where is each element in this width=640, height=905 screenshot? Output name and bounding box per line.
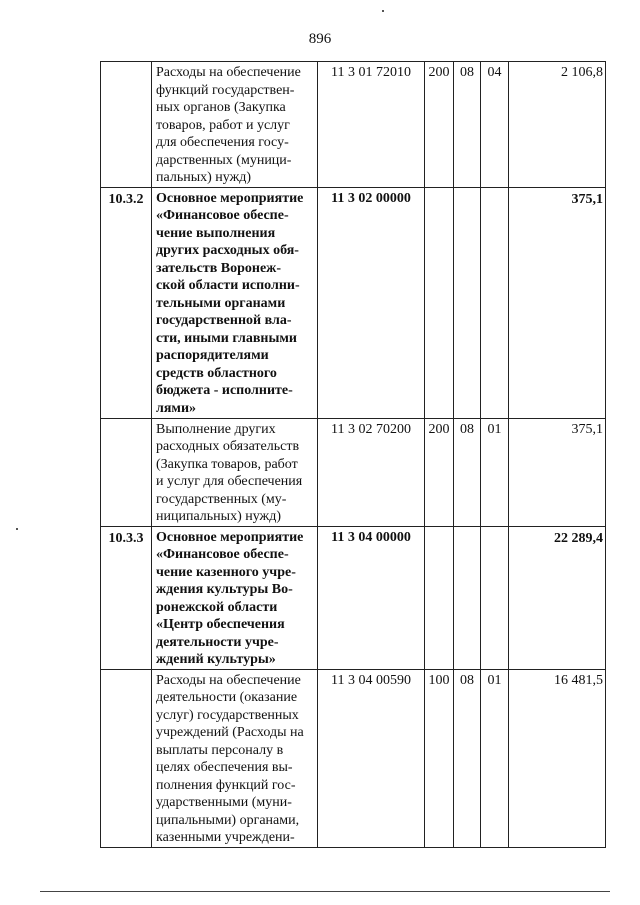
item-number-cell <box>101 62 152 188</box>
item-number-cell <box>101 669 152 847</box>
section-code-cell: 08 <box>454 418 481 526</box>
item-name-cell: Расходы на обеспечение деятельности (оказание услуг) государственных учреждений (Расходы на выплаты персоналу в целях обеспечения вы- полнения функций гос- ударственными (муни- ципальными) органами, казенными учреждени- <box>152 669 318 847</box>
amount-cell: 22 289,4 <box>509 526 606 669</box>
item-name-cell: Выполнение других расходных обязательств (Закупка товаров, работ и услуг для обеспечения государственных (му- ниципальных) нужд) <box>152 418 318 526</box>
subsection-code-cell: 04 <box>481 62 509 188</box>
item-name-cell: Основное мероприятие «Финансовое обеспе- чение выполнения других расходных обя- зательств Воронеж- ской области исполни- тельными органами государственной вла- сти, иными главными распорядителями средств областного бюджета - исполните- лями» <box>152 187 318 418</box>
target-code-cell: 11 3 02 00000 <box>318 187 425 418</box>
amount-cell: 16 481,5 <box>509 669 606 847</box>
expense-type-cell: 200 <box>425 418 454 526</box>
subsection-code-cell <box>481 187 509 418</box>
scan-speck <box>382 10 384 12</box>
target-code-cell: 11 3 04 00000 <box>318 526 425 669</box>
subsection-code-cell <box>481 526 509 669</box>
expense-type-cell: 200 <box>425 62 454 188</box>
page-bottom-rule <box>40 891 610 892</box>
amount-cell: 2 106,8 <box>509 62 606 188</box>
target-code-cell: 11 3 02 70200 <box>318 418 425 526</box>
table-row <box>101 418 606 526</box>
section-code-cell <box>454 187 481 418</box>
scan-speck <box>16 528 18 530</box>
budget-table <box>100 61 606 848</box>
expense-type-cell <box>425 526 454 669</box>
section-code-cell: 08 <box>454 669 481 847</box>
subsection-code-cell: 01 <box>481 418 509 526</box>
expense-type-cell <box>425 187 454 418</box>
item-name-cell: Основное мероприятие «Финансовое обеспе- чение казенного учре- ждения культуры Во- ронежской области «Центр обеспечения деятельности учре- ждений культуры» <box>152 526 318 669</box>
subsection-code-cell: 01 <box>481 669 509 847</box>
expense-type-cell: 100 <box>425 669 454 847</box>
target-code-cell: 11 3 01 72010 <box>318 62 425 188</box>
target-code-cell: 11 3 04 00590 <box>318 669 425 847</box>
section-code-cell: 08 <box>454 62 481 188</box>
table-row <box>101 669 606 847</box>
amount-cell: 375,1 <box>509 187 606 418</box>
page-number: 896 <box>308 31 332 47</box>
table-row <box>101 526 606 669</box>
item-number-cell: 10.3.2 <box>101 187 152 418</box>
item-number-cell: 10.3.3 <box>101 526 152 669</box>
item-number-cell <box>101 418 152 526</box>
section-code-cell <box>454 526 481 669</box>
table-row <box>101 187 606 418</box>
item-name-cell: Расходы на обеспечение функций государствен- ных органов (Закупка товаров, работ и услуг для обеспечения госу- дарственных (муници- пальных) нужд) <box>152 62 318 188</box>
table-row <box>101 62 606 188</box>
amount-cell: 375,1 <box>509 418 606 526</box>
